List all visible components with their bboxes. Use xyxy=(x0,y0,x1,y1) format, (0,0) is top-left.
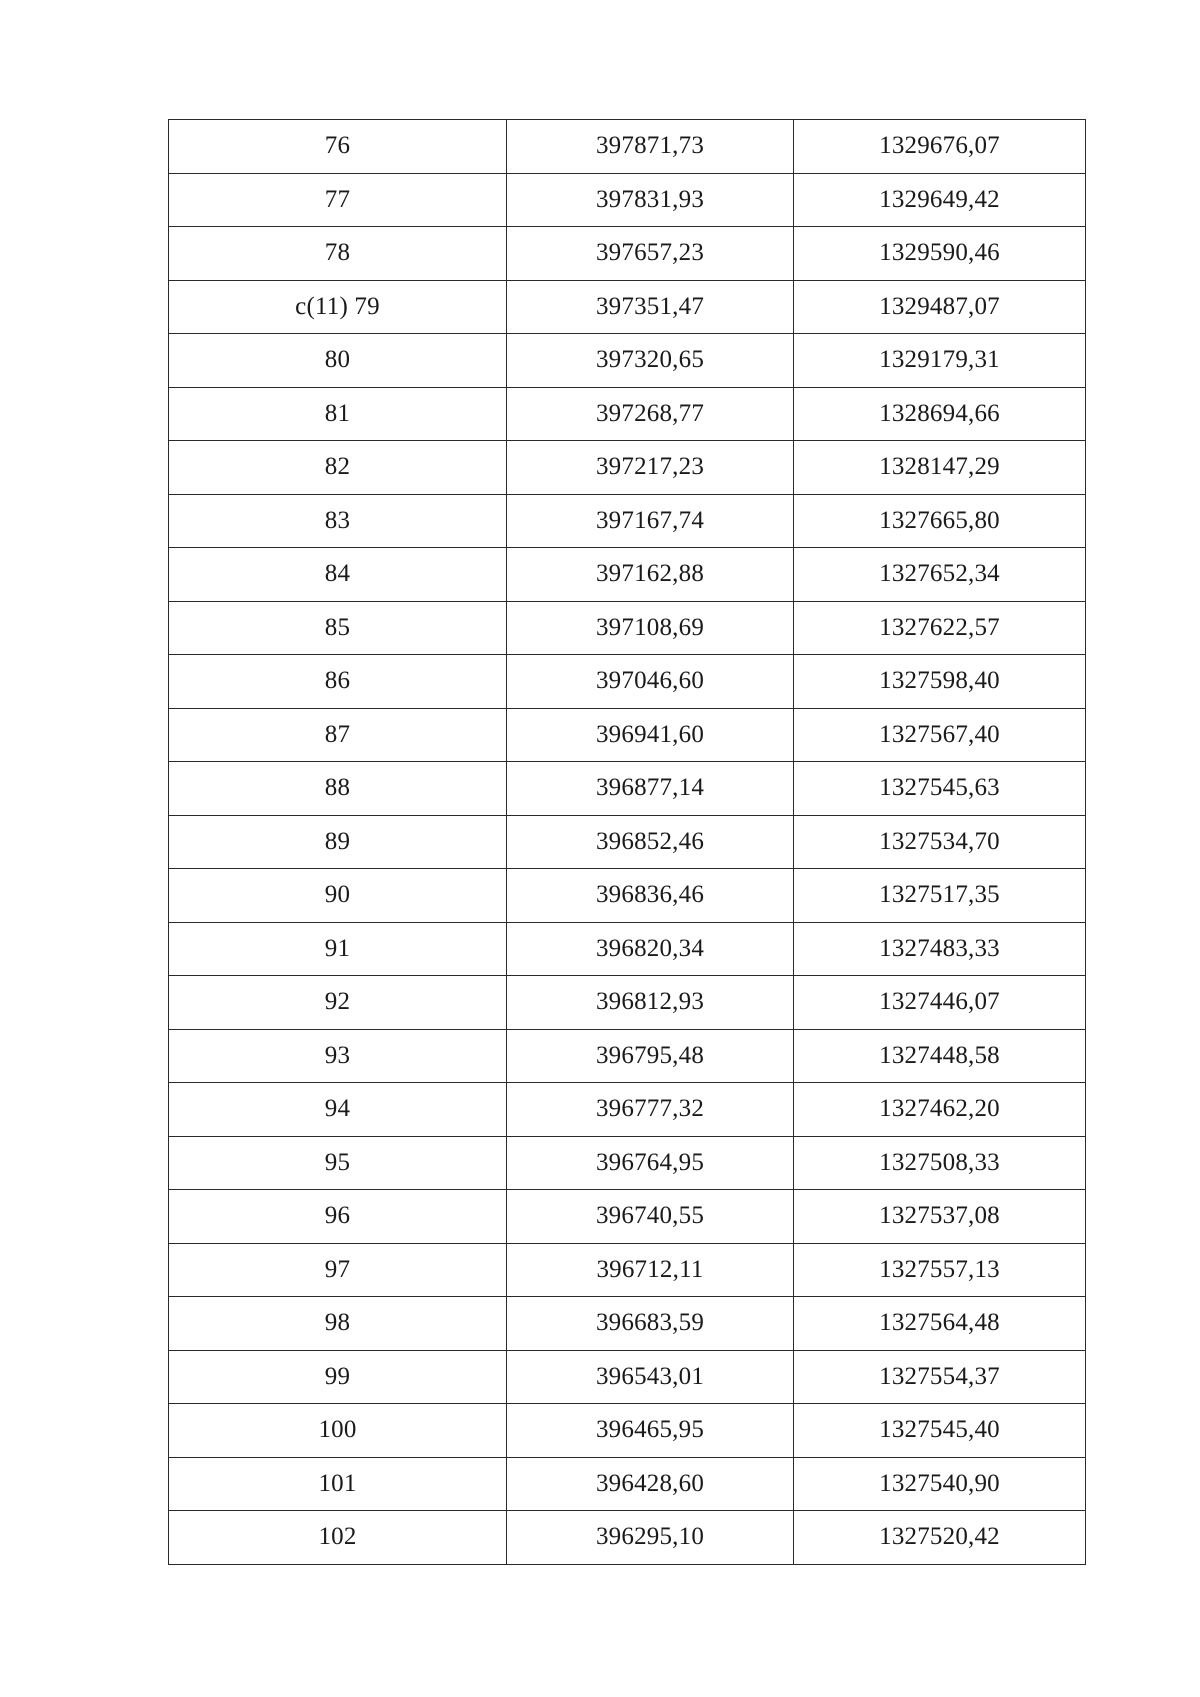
x-coordinate-cell: 396295,10 xyxy=(507,1511,794,1565)
y-coordinate-cell: 1327564,48 xyxy=(794,1297,1086,1351)
point-number-cell: 86 xyxy=(169,655,507,709)
y-coordinate-cell: 1328694,66 xyxy=(794,387,1086,441)
table-row xyxy=(169,976,1086,1030)
x-coordinate-cell: 397320,65 xyxy=(507,334,794,388)
x-coordinate-cell: 397162,88 xyxy=(507,548,794,602)
table-row xyxy=(169,548,1086,602)
y-coordinate-cell: 1327462,20 xyxy=(794,1083,1086,1137)
x-coordinate-cell: 397351,47 xyxy=(507,280,794,334)
y-coordinate-cell: 1329649,42 xyxy=(794,173,1086,227)
point-number-cell: 80 xyxy=(169,334,507,388)
table-row xyxy=(169,1404,1086,1458)
y-coordinate-cell: 1327483,33 xyxy=(794,922,1086,976)
x-coordinate-cell: 397046,60 xyxy=(507,655,794,709)
x-coordinate-cell: 396820,34 xyxy=(507,922,794,976)
point-number-cell: 83 xyxy=(169,494,507,548)
table-row xyxy=(169,762,1086,816)
table-row xyxy=(169,708,1086,762)
y-coordinate-cell: 1327665,80 xyxy=(794,494,1086,548)
x-coordinate-cell: 396852,46 xyxy=(507,815,794,869)
table-row xyxy=(169,280,1086,334)
y-coordinate-cell: 1327622,57 xyxy=(794,601,1086,655)
point-number-cell: 94 xyxy=(169,1083,507,1137)
y-coordinate-cell: 1327537,08 xyxy=(794,1190,1086,1244)
table-row xyxy=(169,227,1086,281)
table-row xyxy=(169,922,1086,976)
table-row xyxy=(169,1190,1086,1244)
point-number-cell: 96 xyxy=(169,1190,507,1244)
y-coordinate-cell: 1327545,63 xyxy=(794,762,1086,816)
point-number-cell: 102 xyxy=(169,1511,507,1565)
point-number-cell: 92 xyxy=(169,976,507,1030)
y-coordinate-cell: 1327448,58 xyxy=(794,1029,1086,1083)
table-row xyxy=(169,1297,1086,1351)
point-number-cell: 95 xyxy=(169,1136,507,1190)
x-coordinate-cell: 396543,01 xyxy=(507,1350,794,1404)
table-row xyxy=(169,441,1086,495)
x-coordinate-cell: 397108,69 xyxy=(507,601,794,655)
x-coordinate-cell: 396740,55 xyxy=(507,1190,794,1244)
y-coordinate-cell: 1327446,07 xyxy=(794,976,1086,1030)
coordinates-table-body xyxy=(169,120,1086,1565)
table-row xyxy=(169,1136,1086,1190)
y-coordinate-cell: 1327554,37 xyxy=(794,1350,1086,1404)
x-coordinate-cell: 397871,73 xyxy=(507,120,794,174)
point-number-cell: 91 xyxy=(169,922,507,976)
y-coordinate-cell: 1328147,29 xyxy=(794,441,1086,495)
y-coordinate-cell: 1329179,31 xyxy=(794,334,1086,388)
point-number-cell: 99 xyxy=(169,1350,507,1404)
point-number-cell: 81 xyxy=(169,387,507,441)
y-coordinate-cell: 1327508,33 xyxy=(794,1136,1086,1190)
point-number-cell: 77 xyxy=(169,173,507,227)
x-coordinate-cell: 397831,93 xyxy=(507,173,794,227)
y-coordinate-cell: 1327567,40 xyxy=(794,708,1086,762)
y-coordinate-cell: 1327545,40 xyxy=(794,1404,1086,1458)
x-coordinate-cell: 397268,77 xyxy=(507,387,794,441)
table-row xyxy=(169,334,1086,388)
table-row xyxy=(169,1083,1086,1137)
x-coordinate-cell: 396795,48 xyxy=(507,1029,794,1083)
y-coordinate-cell: 1329487,07 xyxy=(794,280,1086,334)
table-row xyxy=(169,1350,1086,1404)
y-coordinate-cell: 1327534,70 xyxy=(794,815,1086,869)
y-coordinate-cell: 1327540,90 xyxy=(794,1457,1086,1511)
x-coordinate-cell: 396465,95 xyxy=(507,1404,794,1458)
table-row xyxy=(169,1243,1086,1297)
y-coordinate-cell: 1327598,40 xyxy=(794,655,1086,709)
y-coordinate-cell: 1327652,34 xyxy=(794,548,1086,602)
point-number-cell: 78 xyxy=(169,227,507,281)
point-number-cell: 76 xyxy=(169,120,507,174)
coordinates-table xyxy=(168,119,1086,1565)
x-coordinate-cell: 397657,23 xyxy=(507,227,794,281)
table-row xyxy=(169,494,1086,548)
table-row xyxy=(169,1457,1086,1511)
point-number-cell: 82 xyxy=(169,441,507,495)
x-coordinate-cell: 396428,60 xyxy=(507,1457,794,1511)
table-row xyxy=(169,601,1086,655)
y-coordinate-cell: 1329590,46 xyxy=(794,227,1086,281)
point-number-cell: 85 xyxy=(169,601,507,655)
table-row xyxy=(169,655,1086,709)
y-coordinate-cell: 1329676,07 xyxy=(794,120,1086,174)
x-coordinate-cell: 397217,23 xyxy=(507,441,794,495)
y-coordinate-cell: 1327557,13 xyxy=(794,1243,1086,1297)
point-number-cell: 97 xyxy=(169,1243,507,1297)
x-coordinate-cell: 396877,14 xyxy=(507,762,794,816)
point-number-cell: 90 xyxy=(169,869,507,923)
point-number-cell: 93 xyxy=(169,1029,507,1083)
table-row xyxy=(169,869,1086,923)
point-number-cell: 89 xyxy=(169,815,507,869)
x-coordinate-cell: 396836,46 xyxy=(507,869,794,923)
y-coordinate-cell: 1327520,42 xyxy=(794,1511,1086,1565)
point-number-cell: 101 xyxy=(169,1457,507,1511)
point-number-cell: 100 xyxy=(169,1404,507,1458)
table-row xyxy=(169,387,1086,441)
x-coordinate-cell: 396941,60 xyxy=(507,708,794,762)
point-number-cell: с(11) 79 xyxy=(169,280,507,334)
x-coordinate-cell: 396683,59 xyxy=(507,1297,794,1351)
table-row xyxy=(169,815,1086,869)
x-coordinate-cell: 397167,74 xyxy=(507,494,794,548)
point-number-cell: 98 xyxy=(169,1297,507,1351)
x-coordinate-cell: 396712,11 xyxy=(507,1243,794,1297)
table-row xyxy=(169,1511,1086,1565)
point-number-cell: 88 xyxy=(169,762,507,816)
x-coordinate-cell: 396777,32 xyxy=(507,1083,794,1137)
table-row xyxy=(169,120,1086,174)
y-coordinate-cell: 1327517,35 xyxy=(794,869,1086,923)
table-row xyxy=(169,173,1086,227)
x-coordinate-cell: 396764,95 xyxy=(507,1136,794,1190)
x-coordinate-cell: 396812,93 xyxy=(507,976,794,1030)
table-row xyxy=(169,1029,1086,1083)
point-number-cell: 87 xyxy=(169,708,507,762)
point-number-cell: 84 xyxy=(169,548,507,602)
